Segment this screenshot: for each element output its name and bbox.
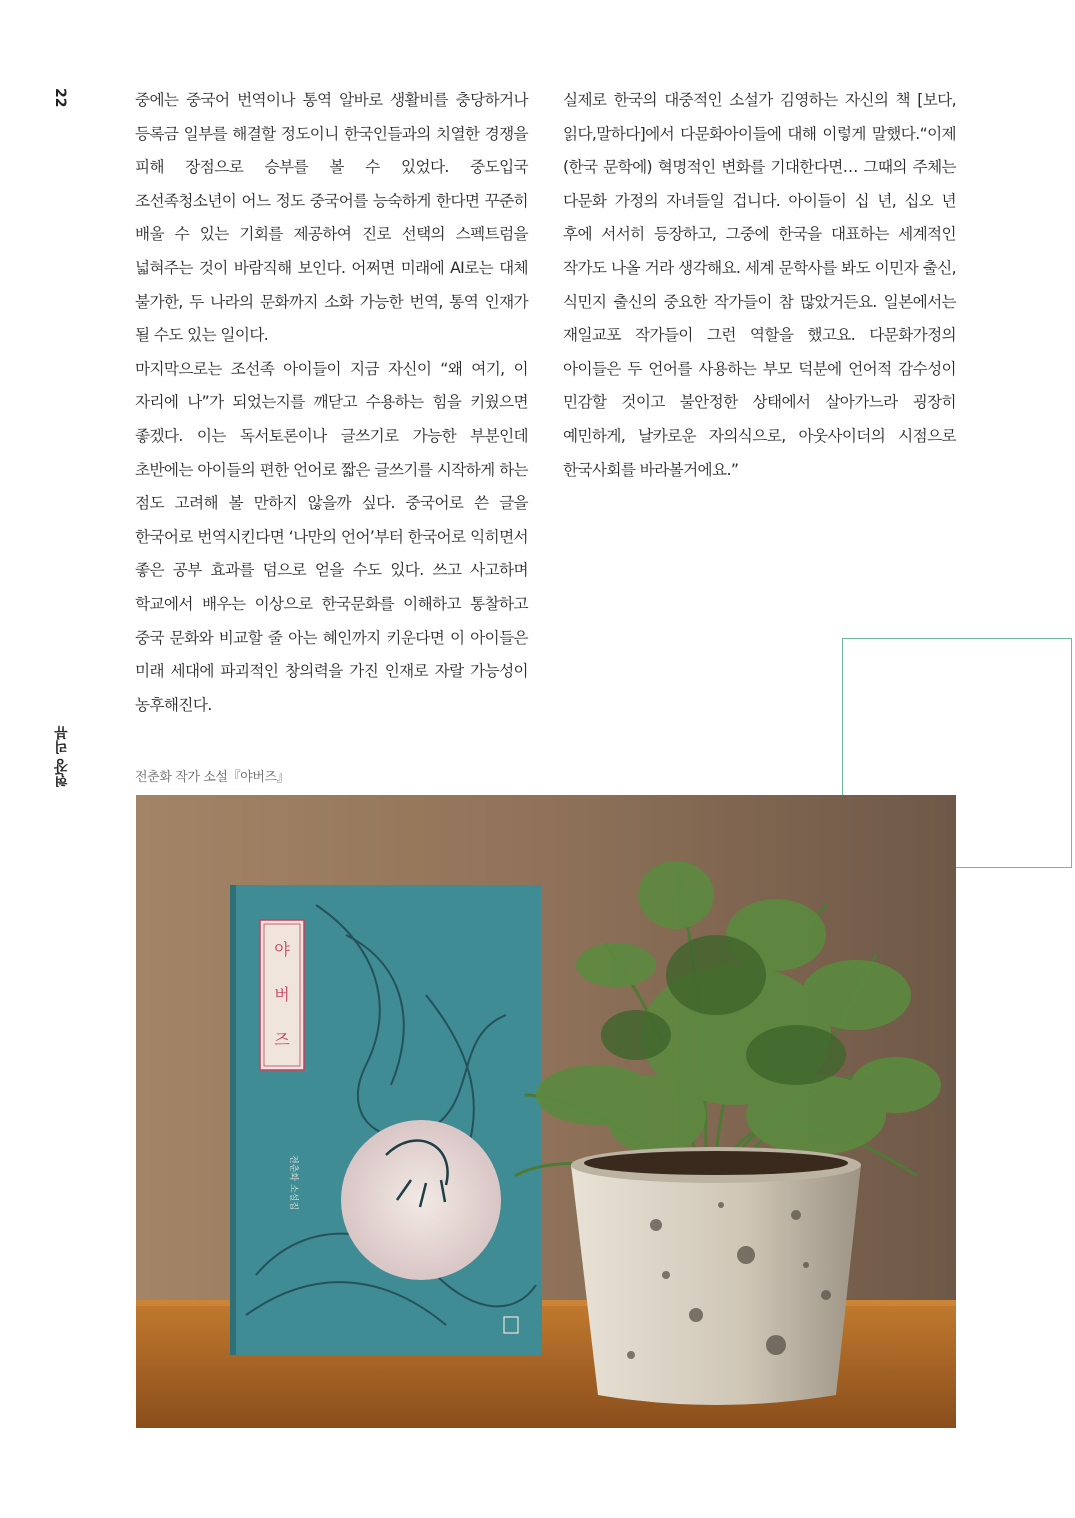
book-title-char: 버: [274, 985, 290, 1004]
paragraph: 마지막으로는 조선족 아이들이 지금 자신이 “왜 여기, 이 자리에 나”가 되었는지를 깨닫고 수용하는 힘을 키웠으면 좋겠다. 이는 독서토론이나 글쓰기로 가능한 부분인데 초반에는 아이들의 편한 언어로 짧은 글쓰기를 시작하게 하는 점도 고려해 볼 만하지 않을까 싶다. 중국어로 쓴 글을 한국어로 번역시킨다면 ‘나만의 언어’부터 한국어로 익히면서 좋은 공부 효과를 덤으로 얻을 수도 있다. 쓰고 사고하며 학교에서 배우는 이상으로 한국문화를 이해하고 통찰하고 중국 문화와 비교할 줄 아는 혜인까지 키운다면 이 아이들은 미래 세대에 파괴적인 창의력을 가진 인재로 자랄 가능성이 농후해진다.: [135, 359, 528, 714]
section-label: 현장 리뷰: [54, 726, 70, 787]
book-author: 전춘화 소설집: [288, 1155, 298, 1211]
flower-pot: [571, 1147, 861, 1405]
book-title-char: 즈: [274, 1030, 290, 1049]
paragraph: 중에는 중국어 번역이나 통역 알바로 생활비를 충당하거나 등록금 일부를 해결할 정도이니 한국인들과의 치열한 경쟁을 피해 장점으로 승부를 볼 수 있었다. 중도입국 조선족청소년이 어느 정도 중국어를 능숙하게 한다면 꾸준히 배울 수 있는 기회를 제공하여 진로 선택의 스펙트럼을 넓혀주는 것이 바람직해 보인다. 어쩌면 미래에 AI로는 대체 불가한, 두 나라의 문화까지 소화 가능한 번역, 통역 인재가 될 수도 있는 일이다.: [135, 91, 528, 345]
figure-caption: 전춘화 작가 소설『야버즈』: [135, 770, 290, 785]
page-number: 22: [52, 88, 68, 108]
article-left-column: [135, 84, 528, 722]
paragraph: 실제로 한국의 대중적인 소설가 김영하는 자신의 책 [보다,읽다,말하다]에서 다문화아이들에 대해 이렇게 말했다.“이제 (한국 문학에) 혁명적인 변화를 기대한다면… 그때의 주체는 다문화 가정의 자녀들일 겁니다. 아이들이 십 년, 십오 년 후에 서서히 등장하고, 그중에 한국을 대표하는 세계적인 작가도 나올 거라 생각해요. 세계 문학사를 봐도 이민자 출신, 식민지 출신의 중요한 작가들이 참 많았거든요. 일본에서는 재일교포 작가들이 그런 역할을 했고요. 다문화가정의 아이들은 두 언어를 사용하는 부모 덕분에 언어적 감수성이 민감할 것이고 불안정한 상태에서 살아가느라 굉장히 예민하게, 날카로운 자의식으로, 아웃사이더의 시점으로 한국사회를 바라볼거에요.”: [563, 91, 956, 479]
book: [230, 885, 542, 1355]
book-photo: [136, 795, 956, 1428]
article-right-column: [563, 84, 956, 487]
book-title-char: 야: [274, 940, 290, 959]
